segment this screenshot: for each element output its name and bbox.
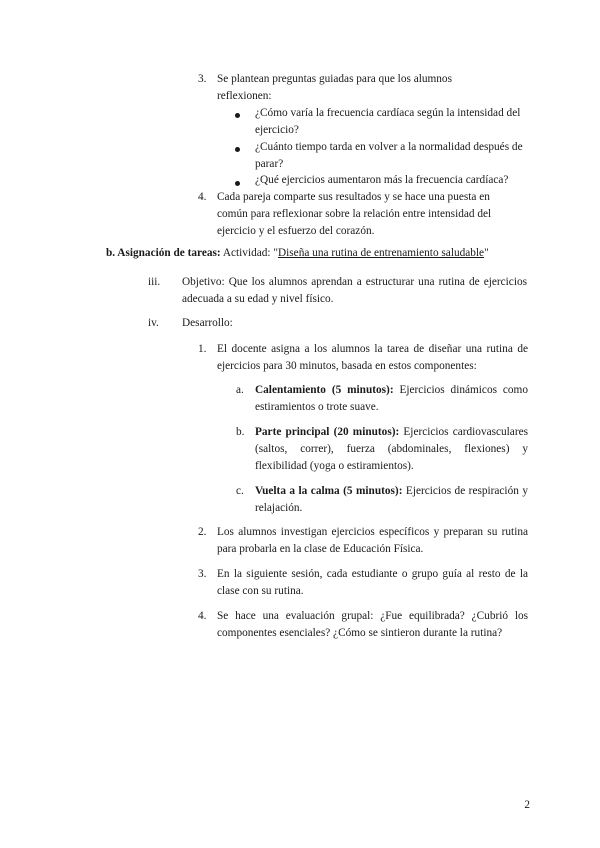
activity-prefix: Actividad: "	[220, 247, 278, 259]
bullet-icon	[235, 147, 240, 152]
step-number: 3.	[198, 568, 207, 580]
component-item	[255, 424, 528, 475]
page-number: 2	[524, 799, 530, 811]
development-label: Desarrollo:	[182, 317, 233, 329]
bullet-item: ¿Cómo varía la frecuencia cardíaca según la intensidad del ejercicio?	[255, 107, 521, 136]
step-number: 4.	[198, 610, 207, 622]
step-text: El docente asigna a los alumnos la tarea de diseñar una rutina de ejercicios para 30 minutos, basada en estos componentes:	[217, 343, 528, 372]
step-number: 2.	[198, 526, 207, 538]
section-heading	[106, 245, 546, 262]
component-title: Vuelta a la calma (5 minutos):	[255, 485, 403, 497]
component-letter: b.	[236, 426, 245, 438]
roman-numeral: iv.	[148, 317, 159, 329]
bullet-icon	[235, 113, 240, 118]
activity-suffix: "	[484, 247, 489, 259]
bullet-icon	[235, 181, 240, 186]
component-item	[255, 483, 528, 517]
component-letter: c.	[236, 485, 244, 497]
list-number: 4.	[198, 191, 207, 203]
roman-numeral: iii.	[148, 276, 161, 288]
objective-paragraph	[182, 274, 527, 308]
list-item-text: Cada pareja comparte sus resultados y se hace una puesta en común para reflexionar sobre la relación entre intensidad del ejercicio y el esfuerzo del corazón.	[217, 191, 492, 237]
activity-title: Diseña una rutina de entrenamiento saludable	[277, 247, 485, 259]
bullet-item: ¿Qué ejercicios aumentaron más la frecuencia cardíaca?	[255, 174, 509, 186]
component-item	[255, 382, 528, 416]
list-item-text: Se plantean preguntas guiadas para que los alumnos reflexionen:	[217, 73, 452, 102]
objective-text: Que los alumnos aprendan a estructurar una rutina de ejercicios adecuada a su edad y nivel físico.	[182, 276, 527, 305]
component-letter: a.	[236, 384, 244, 396]
component-title: Parte principal (20 minutos):	[255, 426, 400, 438]
section-label: b. Asignación de tareas:	[106, 247, 221, 259]
step-text: Se hace una evaluación grupal: ¿Fue equilibrada? ¿Cubrió los componentes esenciales? ¿Cómo se sintieron durante la rutina?	[217, 610, 528, 639]
step-text: Los alumnos investigan ejercicios específicos y preparan su rutina para probarla en la clase de Educación Física.	[217, 526, 528, 555]
objective-label: Objetivo:	[182, 276, 225, 288]
component-title: Calentamiento (5 minutos):	[255, 384, 394, 396]
bullet-item: ¿Cuánto tiempo tarda en volver a la normalidad después de parar?	[255, 141, 523, 170]
component-text: Ejercicios dinámicos como estiramientos o trote suave.	[255, 384, 528, 413]
component-text: Ejercicios cardiovasculares (saltos, correr), fuerza (abdominales, flexiones) y flexibilidad (yoga o estiramientos).	[255, 426, 528, 472]
step-text: En la siguiente sesión, cada estudiante o grupo guía al resto de la clase con su rutina.	[217, 568, 528, 597]
component-text: Ejercicios de respiración y relajación.	[255, 485, 528, 514]
list-number: 3.	[198, 73, 207, 85]
step-number: 1.	[198, 343, 207, 355]
